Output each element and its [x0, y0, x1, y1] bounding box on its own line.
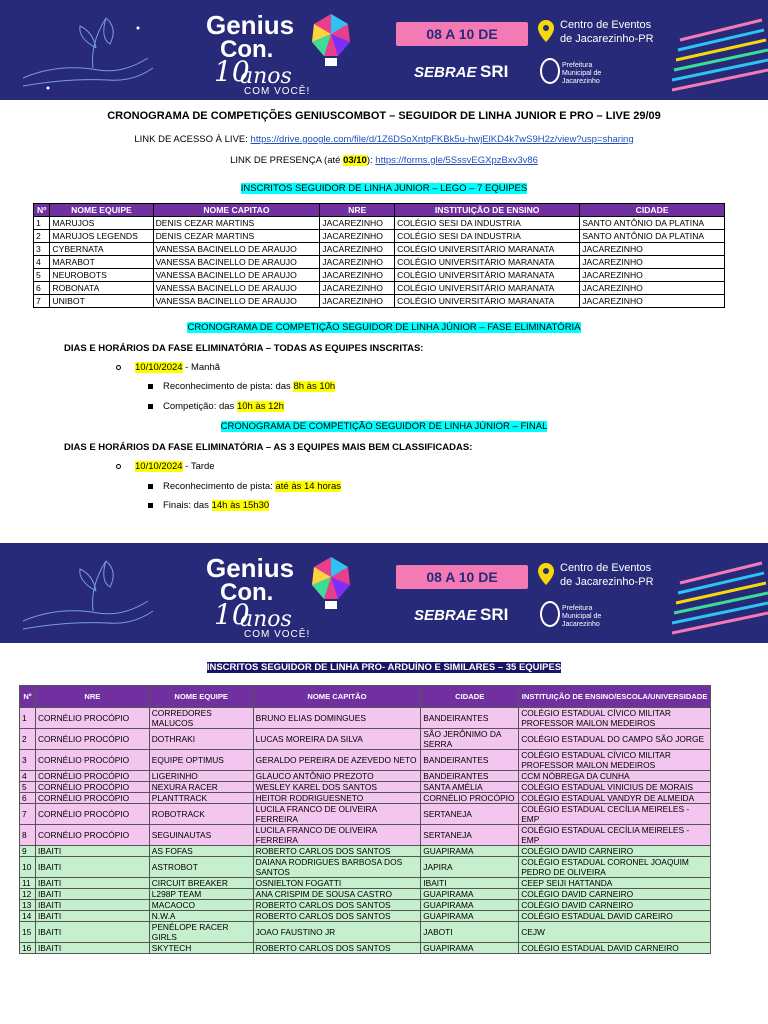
junior-row	[34, 282, 725, 295]
junior-cell: DENIS CEZAR MARTINS	[153, 230, 320, 243]
pro-cell: SEGUINAUTAS	[149, 825, 253, 846]
pro-row	[20, 708, 711, 729]
junior-col-header: INSTITUIÇÃO DE ENSINO	[395, 204, 580, 217]
presence-link[interactable]: https://forms.gle/5SssvEGXpzBxv3v86	[375, 155, 538, 166]
junior-cell: COLÉGIO UNIVERSITÁRIO MARANATA	[395, 282, 580, 295]
venue-text	[560, 561, 670, 589]
junior-cell: VANESSA BACINELLO DE ARAUJO	[153, 243, 320, 256]
prefeitura-crest-icon	[540, 601, 560, 627]
junior-cell: JACAREZINHO	[320, 230, 395, 243]
pro-cell: SERTANEJA	[421, 825, 519, 846]
pro-cell: COLÉGIO ESTADUAL DAVID CARNEIRO	[519, 943, 711, 954]
pro-cell: COLÉGIO DAVID CARNEIRO	[519, 846, 711, 857]
elim-item-1	[148, 381, 335, 392]
pro-cell: CEJW	[519, 922, 711, 943]
pro-col-header: NRE	[35, 686, 149, 708]
pro-cell: GUAPIRAMA	[421, 943, 519, 954]
junior-cell: JACAREZINHO	[320, 295, 395, 308]
pro-cell: CORNÉLIO PROCÓPIO	[421, 793, 519, 804]
junior-cell: VANESSA BACINELLO DE ARAUJO	[153, 269, 320, 282]
pro-cell: ASTROBOT	[149, 857, 253, 878]
logo-genius: Genius	[206, 10, 295, 40]
junior-table	[33, 203, 725, 308]
junior-cell: COLÉGIO UNIVERSITÁRIO MARANATA	[395, 256, 580, 269]
venue-line-1: Centro de Eventos	[560, 562, 652, 574]
junior-cell: VANESSA BACINELLO DE ARAUJO	[153, 295, 320, 308]
junior-cell: JACAREZINHO	[580, 269, 725, 282]
junior-cell: MARUJOS	[50, 217, 153, 230]
pro-cell: CIRCUIT BREAKER	[149, 878, 253, 889]
pro-col-header: CIDADE	[421, 686, 519, 708]
pro-row	[20, 922, 711, 943]
junior-row	[34, 269, 725, 282]
junior-cell: JACAREZINHO	[580, 295, 725, 308]
pro-cell: LUCAS MOREIRA DA SILVA	[253, 729, 421, 750]
elim-period: - Manhã	[182, 362, 221, 373]
pro-cell: ROBOTRACK	[149, 804, 253, 825]
pro-cell: LUCILA FRANCO DE OLIVEIRA FERREIRA	[253, 804, 421, 825]
pro-cell: ROBERTO CARLOS DOS SANTOS	[253, 900, 421, 911]
junior-cell: JACAREZINHO	[320, 243, 395, 256]
pro-cell: 9	[20, 846, 36, 857]
pro-cell: IBAITI	[35, 943, 149, 954]
junior-cell: JACAREZINHO	[320, 282, 395, 295]
pro-cell: 10	[20, 857, 36, 878]
pro-cell: 16	[20, 943, 36, 954]
prefeitura-crest-icon	[540, 58, 560, 84]
pro-cell: IBAITI	[35, 911, 149, 922]
final-item-2-value: 14h às 15h30	[211, 500, 270, 511]
pro-cell: COLÉGIO ESTADUAL VINICIUS DE MORAIS	[519, 782, 711, 793]
logo-genius: Genius	[206, 553, 295, 583]
pro-row	[20, 889, 711, 900]
junior-col-header: NOME CAPITAO	[153, 204, 320, 217]
junior-cell: JACAREZINHO	[580, 256, 725, 269]
pro-cell: L298P TEAM	[149, 889, 253, 900]
pro-cell: COLÉGIO ESTADUAL CÍVICO MILITAR PROFESSOR MAILON MEDEIROS	[519, 750, 711, 771]
final-item-1-label: Reconhecimento de pista:	[163, 481, 276, 492]
pro-cell: IBAITI	[35, 846, 149, 857]
event-dates-badge: 08 A 10 DE OUTUBRO	[396, 565, 528, 589]
pro-col-header: NOME EQUIPE	[149, 686, 253, 708]
live-link-label: LINK DE ACESSO À LIVE:	[134, 134, 251, 145]
pro-cell: CEEP SEIJI HATTANDA	[519, 878, 711, 889]
logo-subtitle: COM VOCÊ!	[244, 86, 311, 97]
pro-cell: IBAITI	[35, 878, 149, 889]
junior-col-header: NOME EQUIPE	[50, 204, 153, 217]
final-item-2	[148, 500, 269, 511]
pro-cell: CORNÉLIO PROCÓPIO	[35, 750, 149, 771]
presence-deadline: 03/10	[343, 155, 367, 166]
junior-row	[34, 256, 725, 269]
pro-cell: CORNÉLIO PROCÓPIO	[35, 825, 149, 846]
final-heading-line	[0, 421, 768, 432]
pro-row	[20, 782, 711, 793]
pro-row	[20, 729, 711, 750]
pro-cell: 2	[20, 729, 36, 750]
pro-row	[20, 943, 711, 954]
pro-cell: CORNÉLIO PROCÓPIO	[35, 804, 149, 825]
pro-row	[20, 804, 711, 825]
pro-cell: 4	[20, 771, 36, 782]
junior-cell: 4	[34, 256, 50, 269]
pro-cell: HEITOR RODRIGUESNETO	[253, 793, 421, 804]
pro-table	[19, 685, 711, 954]
junior-cell: COLÉGIO UNIVERSITÁRIO MARANATA	[395, 295, 580, 308]
pro-cell: COLÉGIO DAVID CARNEIRO	[519, 900, 711, 911]
junior-cell: JACAREZINHO	[580, 282, 725, 295]
pro-cell: 14	[20, 911, 36, 922]
pro-cell: SÃO JERÔNIMO DA SERRA	[421, 729, 519, 750]
pro-cell: SERTANEJA	[421, 804, 519, 825]
junior-row	[34, 243, 725, 256]
lightbulb-icon	[308, 12, 354, 68]
pro-row	[20, 771, 711, 782]
pro-cell: WESLEY KAREL DOS SANTOS	[253, 782, 421, 793]
pro-cell: GUAPIRAMA	[421, 900, 519, 911]
pro-cell: JABOTI	[421, 922, 519, 943]
elim-item-2-label: Competição: das	[163, 401, 237, 412]
pro-cell: NEXURA RACER	[149, 782, 253, 793]
junior-heading: INSCRITOS SEGUIDOR DE LINHA JUNIOR – LEGO – 7 EQUIPES	[240, 183, 528, 194]
junior-heading-line	[0, 183, 768, 194]
pro-row	[20, 900, 711, 911]
venue-line-1: Centro de Eventos	[560, 19, 652, 31]
pro-cell: LIGERINHO	[149, 771, 253, 782]
location-pin-icon	[538, 20, 554, 42]
pro-cell: EQUIPE OPTIMUS	[149, 750, 253, 771]
pro-row	[20, 878, 711, 889]
pro-cell: LUCILA FRANCO DE OLIVEIRA FERREIRA	[253, 825, 421, 846]
pro-cell: OSNIELTON FOGATTI	[253, 878, 421, 889]
pro-cell: 7	[20, 804, 36, 825]
junior-cell: JACAREZINHO	[320, 269, 395, 282]
junior-cell: JACAREZINHO	[320, 217, 395, 230]
pro-cell: CORNÉLIO PROCÓPIO	[35, 708, 149, 729]
junior-cell: 6	[34, 282, 50, 295]
pro-cell: IBAITI	[35, 922, 149, 943]
pro-cell: GLAUCO ANTÔNIO PREZOTO	[253, 771, 421, 782]
pro-cell: 5	[20, 782, 36, 793]
logo-con: Con.	[220, 36, 274, 63]
elim-item-2-value: 10h às 12h	[236, 401, 284, 412]
pro-cell: COLÉGIO ESTADUAL CECÍLIA MEIRELES - EMP	[519, 804, 711, 825]
presence-label: LINK DE PRESENÇA (até	[230, 155, 344, 166]
pro-cell: COLÉGIO ESTADUAL CÍVICO MILITAR PROFESSOR MAILON MEDEIROS	[519, 708, 711, 729]
live-link-line	[0, 134, 768, 145]
elim-heading: CRONOGRAMA DE COMPETIÇÃO SEGUIDOR DE LINHA JÚNIOR – FASE ELIMINATÓRIA	[187, 322, 581, 333]
junior-cell: DENIS CEZAR MARTINS	[153, 217, 320, 230]
square-bullet-icon	[148, 503, 153, 508]
junior-cell: JACAREZINHO	[580, 243, 725, 256]
pro-cell: N.W.A	[149, 911, 253, 922]
final-period: - Tarde	[182, 461, 215, 472]
pro-cell: GUAPIRAMA	[421, 889, 519, 900]
presence-close: ):	[366, 155, 376, 166]
pro-cell: ROBERTO CARLOS DOS SANTOS	[253, 846, 421, 857]
junior-cell: 5	[34, 269, 50, 282]
junior-cell: NEUROBOTS	[50, 269, 153, 282]
logo-anos: anos	[240, 64, 292, 89]
lightbulb-icon	[308, 555, 354, 611]
hand-plant-icon	[18, 551, 158, 639]
pro-cell: DOTHRAKI	[149, 729, 253, 750]
pro-cell: PLANTTRACK	[149, 793, 253, 804]
pro-cell: JOAO FAUSTINO JR	[253, 922, 421, 943]
hand-plant-icon	[18, 8, 158, 96]
pro-row	[20, 911, 711, 922]
final-date-line	[116, 461, 215, 472]
pro-cell: IBAITI	[35, 857, 149, 878]
venue-line-2: de Jacarezinho-PR	[560, 33, 654, 45]
junior-cell: VANESSA BACINELLO DE ARAUJO	[153, 282, 320, 295]
elim-item-1-label: Reconhecimento de pista: das	[163, 381, 294, 392]
pro-cell: GERALDO PEREIRA DE AZEVEDO NETO	[253, 750, 421, 771]
logo-con: Con.	[220, 579, 274, 606]
pro-cell: IBAITI	[35, 889, 149, 900]
pro-cell: CCM NÓBREGA DA CUNHA	[519, 771, 711, 782]
decorative-stripes-icon	[672, 543, 768, 643]
junior-cell: UNIBOT	[50, 295, 153, 308]
pro-cell: ROBERTO CARLOS DOS SANTOS	[253, 911, 421, 922]
pro-cell: SANTA AMÉLIA	[421, 782, 519, 793]
pro-row	[20, 793, 711, 804]
sebrae-logo: SEBRAE	[414, 607, 477, 624]
pro-cell: 11	[20, 878, 36, 889]
pro-cell: BRUNO ELIAS DOMINGUES	[253, 708, 421, 729]
prefeitura-logo: Prefeitura Municipal de Jacarezinho	[562, 62, 602, 85]
pro-cell: AS FOFAS	[149, 846, 253, 857]
presence-link-line	[0, 155, 768, 166]
pro-cell: CORNÉLIO PROCÓPIO	[35, 793, 149, 804]
pro-cell: 1	[20, 708, 36, 729]
junior-cell: SANTO ANTÔNIO DA PLATINA	[580, 217, 725, 230]
pro-cell: COLÉGIO ESTADUAL CECÍLIA MEIRELES - EMP	[519, 825, 711, 846]
pro-cell: 15	[20, 922, 36, 943]
junior-row	[34, 217, 725, 230]
square-bullet-icon	[148, 404, 153, 409]
pro-cell: GUAPIRAMA	[421, 911, 519, 922]
pro-cell: ROBERTO CARLOS DOS SANTOS	[253, 943, 421, 954]
pro-col-header: NOME CAPITÃO	[253, 686, 421, 708]
pro-heading-line	[0, 662, 768, 673]
junior-row	[34, 230, 725, 243]
pro-cell: CORNÉLIO PROCÓPIO	[35, 782, 149, 793]
prefeitura-logo: Prefeitura Municipal de Jacarezinho	[562, 605, 602, 628]
final-subtitle: DIAS E HORÁRIOS DA FASE ELIMINATÓRIA – AS 3 EQUIPES MAIS BEM CLASSIFICADAS:	[64, 442, 473, 453]
junior-cell: 1	[34, 217, 50, 230]
pro-cell: 6	[20, 793, 36, 804]
pro-cell: BANDEIRANTES	[421, 708, 519, 729]
junior-cell: COLÉGIO UNIVERSITÁRIO MARANATA	[395, 269, 580, 282]
top-banner	[0, 0, 768, 100]
junior-cell: SANTO ANTÔNIO DA PLATINA	[580, 230, 725, 243]
pro-cell: COLÉGIO DAVID CARNEIRO	[519, 889, 711, 900]
elim-date-line	[116, 362, 220, 373]
pro-cell: MACAOCO	[149, 900, 253, 911]
pro-col-header: INSTITUIÇÃO DE ENSINO/ESCOLA/UNIVERSIDADE	[519, 686, 711, 708]
junior-cell: MARABOT	[50, 256, 153, 269]
junior-cell: 2	[34, 230, 50, 243]
pro-cell: 8	[20, 825, 36, 846]
pro-row	[20, 750, 711, 771]
junior-cell: MARUJOS LEGENDS	[50, 230, 153, 243]
elim-heading-line	[0, 322, 768, 333]
pro-row	[20, 846, 711, 857]
final-heading: CRONOGRAMA DE COMPETIÇÃO SEGUIDOR DE LINHA JÚNIOR – FINAL	[220, 421, 548, 432]
location-pin-icon	[538, 563, 554, 585]
circle-bullet-icon	[116, 464, 121, 469]
pro-row	[20, 825, 711, 846]
logo-subtitle: COM VOCÊ!	[244, 629, 311, 640]
junior-table-header	[34, 204, 725, 217]
junior-col-header: Nº	[34, 204, 50, 217]
pro-cell: BANDEIRANTES	[421, 750, 519, 771]
elim-subtitle: DIAS E HORÁRIOS DA FASE ELIMINATÓRIA – TODAS AS EQUIPES INSCRITAS:	[64, 343, 424, 354]
pro-cell: IBAITI	[35, 900, 149, 911]
pro-cell: GUAPIRAMA	[421, 846, 519, 857]
sri-logo: SRI	[480, 62, 509, 81]
pro-cell: 3	[20, 750, 36, 771]
pro-cell: COLÉGIO ESTADUAL CORONEL JOAQUIM PEDRO DE OLIVEIRA	[519, 857, 711, 878]
pro-cell: JAPIRA	[421, 857, 519, 878]
pro-cell: COLÉGIO ESTADUAL VANDYR DE ALMEIDA	[519, 793, 711, 804]
elim-item-2	[148, 401, 284, 412]
pro-cell: CORNÉLIO PROCÓPIO	[35, 771, 149, 782]
junior-cell: ROBONATA	[50, 282, 153, 295]
pro-cell: SKYTECH	[149, 943, 253, 954]
junior-cell: CYBERNATA	[50, 243, 153, 256]
pro-cell: CORNÉLIO PROCÓPIO	[35, 729, 149, 750]
pro-cell: IBAITI	[421, 878, 519, 889]
pro-row	[20, 857, 711, 878]
junior-cell: COLÉGIO SESI DA INDUSTRIA	[395, 230, 580, 243]
logo-ten: 10	[214, 598, 250, 631]
venue-line-2: de Jacarezinho-PR	[560, 576, 654, 588]
event-dates-badge: 08 A 10 DE OUTUBRO	[396, 22, 528, 46]
pro-table-header	[20, 686, 711, 708]
junior-cell: COLÉGIO UNIVERSITÁRIO MARANATA	[395, 243, 580, 256]
junior-cell: COLÉGIO SESI DA INDUSTRIA	[395, 217, 580, 230]
live-link[interactable]: https://drive.google.com/file/d/1Z6DSoXntpFKBk5u-hwjElKD4k7wS9H2z/view?usp=sharing	[250, 134, 634, 145]
pro-heading: INSCRITOS SEGUIDOR DE LINHA PRO- ARDUÍNO E SIMILARES – 35 EQUIPES	[206, 662, 562, 673]
junior-cell: VANESSA BACINELLO DE ARAUJO	[153, 256, 320, 269]
pro-cell: ANA CRISPIM DE SOUSA CASTRO	[253, 889, 421, 900]
junior-col-header: NRE	[320, 204, 395, 217]
square-bullet-icon	[148, 484, 153, 489]
pro-cell: PENÉLOPE RACER GIRLS	[149, 922, 253, 943]
logo-ten: 10	[214, 55, 250, 88]
junior-cell: JACAREZINHO	[320, 256, 395, 269]
pro-cell: COLÉGIO ESTADUAL DAVID CAREIRO	[519, 911, 711, 922]
circle-bullet-icon	[116, 365, 121, 370]
square-bullet-icon	[148, 384, 153, 389]
junior-cell: 7	[34, 295, 50, 308]
elim-item-1-value: 8h às 10h	[293, 381, 336, 392]
sri-logo: SRI	[480, 605, 509, 624]
venue-text	[560, 18, 670, 46]
final-date: 10/10/2024	[135, 461, 183, 472]
logo-anos: anos	[240, 607, 292, 632]
sebrae-logo: SEBRAE	[414, 64, 477, 81]
junior-row	[34, 295, 725, 308]
pro-cell: DAIANA RODRIGUES BARBOSA DOS SANTOS	[253, 857, 421, 878]
junior-col-header: CIDADE	[580, 204, 725, 217]
final-item-2-label: Finais: das	[163, 500, 212, 511]
pro-col-header: Nº	[20, 686, 36, 708]
pro-cell: COLÉGIO ESTADUAL DO CAMPO SÃO JORGE	[519, 729, 711, 750]
decorative-stripes-icon	[672, 0, 768, 100]
pro-cell: 13	[20, 900, 36, 911]
final-item-1	[148, 481, 341, 492]
second-banner	[0, 543, 768, 643]
elim-date: 10/10/2024	[135, 362, 183, 373]
pro-cell: CORREDORES MALUCOS	[149, 708, 253, 729]
pro-cell: BANDEIRANTES	[421, 771, 519, 782]
document-title: CRONOGRAMA DE COMPETIÇÕES GENIUSCOMBOT – SEGUIDOR DE LINHA JUNIOR E PRO – LIVE 29/09	[107, 110, 661, 122]
final-item-1-value: até às 14 horas	[275, 481, 341, 492]
pro-cell: 12	[20, 889, 36, 900]
junior-cell: 3	[34, 243, 50, 256]
